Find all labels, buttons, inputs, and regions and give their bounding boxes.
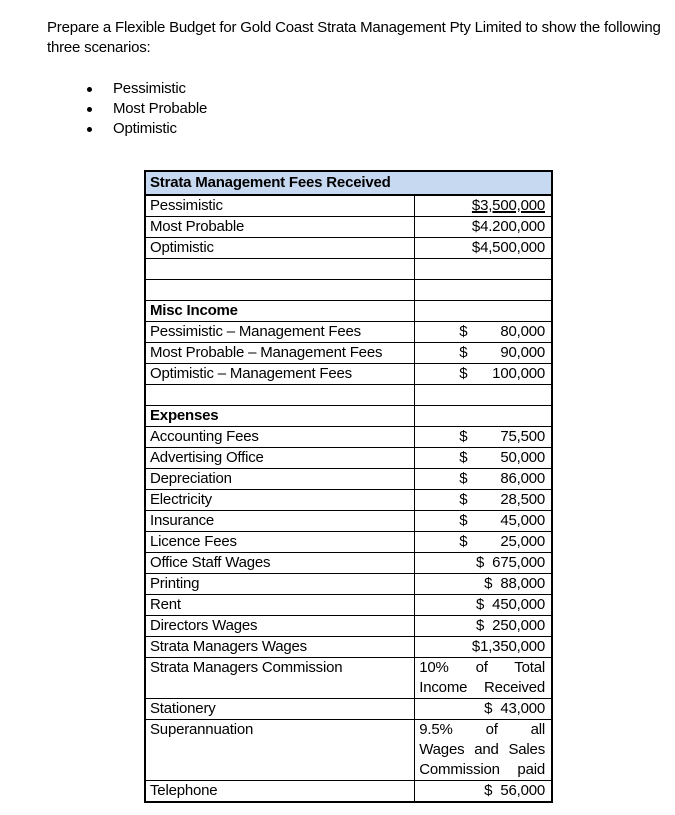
fee-value: $3,500,000 [471, 197, 545, 214]
table-row: Electricity $ 28,500 [145, 490, 552, 511]
empty-row [145, 280, 552, 301]
scenario-list [86, 79, 207, 139]
table-header: Strata Management Fees Received [145, 171, 552, 195]
fee-value: $4,500,000 [415, 238, 552, 259]
table-row: Optimistic $4,500,000 [145, 238, 552, 259]
table-row: Strata Managers Commission 10% of Total Income Received [145, 658, 552, 699]
table-row: Advertising Office $ 50,000 [145, 448, 552, 469]
table-row: Depreciation $ 86,000 [145, 469, 552, 490]
table-row: Licence Fees $ 25,000 [145, 532, 552, 553]
table-row: Directors Wages $ 250,000 [145, 616, 552, 637]
bullet-icon [87, 107, 92, 112]
table-header-row [145, 171, 552, 195]
budget-table [144, 170, 553, 803]
table-row: Pessimistic $3,500,000 [145, 195, 552, 217]
scenario-item: Pessimistic [86, 79, 207, 99]
bullet-icon [87, 87, 92, 92]
section-row-expenses: Expenses [145, 406, 552, 427]
table-row: Telephone $ 56,000 [145, 781, 552, 803]
empty-row [145, 385, 552, 406]
table-row: Printing $ 88,000 [145, 574, 552, 595]
instruction-text: Prepare a Flexible Budget for Gold Coast Strata Management Pty Limited to show the following three scenarios: [47, 19, 661, 56]
table-row: Optimistic – Management Fees $ 100,000 [145, 364, 552, 385]
table-row: Accounting Fees $ 75,500 [145, 427, 552, 448]
section-row-misc-income: Misc Income [145, 301, 552, 322]
table-row: Pessimistic – Management Fees $ 80,000 [145, 322, 552, 343]
table-row: Stationery $ 43,000 [145, 699, 552, 720]
table-row: Insurance $ 45,000 [145, 511, 552, 532]
table-row: Office Staff Wages $ 675,000 [145, 553, 552, 574]
table-row: Strata Managers Wages $1,350,000 [145, 637, 552, 658]
scenario-item: Most Probable [86, 99, 207, 119]
empty-row [145, 259, 552, 280]
table-row: Rent $ 450,000 [145, 595, 552, 616]
scenario-item: Optimistic [86, 119, 207, 139]
table-row: Most Probable – Management Fees $ 90,000 [145, 343, 552, 364]
table-row: Most Probable $4.200,000 [145, 217, 552, 238]
fee-value: $4.200,000 [415, 217, 552, 238]
bullet-icon [87, 127, 92, 132]
table-row: Superannuation 9.5% of all Wages and Sales Commission paid [145, 720, 552, 781]
